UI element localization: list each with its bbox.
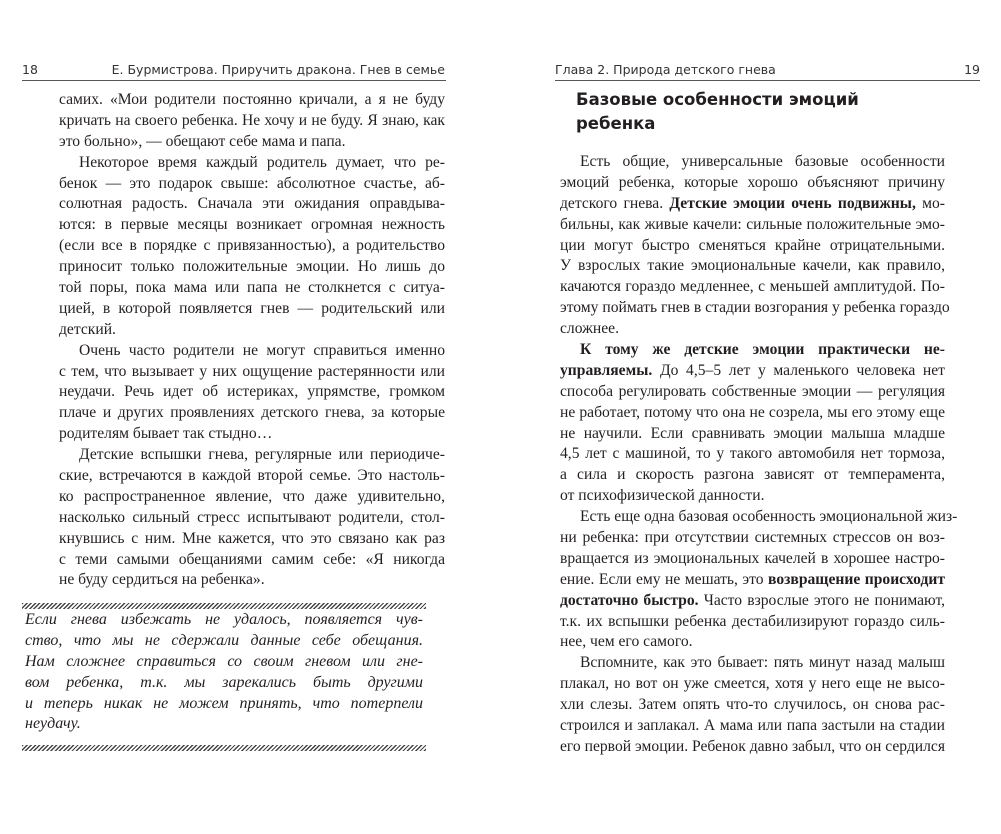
text-line [560, 570, 945, 591]
text-line [560, 194, 945, 215]
text-segment: детского гнева. [560, 194, 670, 212]
text-line: строился и заплакал. А мама или папа застыли на стадии [560, 717, 945, 735]
page-number: 18 [22, 62, 38, 77]
text-line: приносит только положительные эмоции. Но лишь до [59, 258, 445, 276]
text-line: от психофизической данности. [560, 487, 765, 505]
text-line: родителям бывает так стыдно… [59, 425, 273, 443]
text-line: т.к. их вспышки ребенка дестабилизируют гораздо силь- [560, 612, 945, 630]
text-line: Вспомните, как это бывает: пять минут назад малыш [580, 654, 945, 672]
text-line: Некоторое время каждый родитель думает, что ре- [79, 153, 445, 171]
text-line: ции могут быстро сменяться крайне отрицательными. [560, 236, 945, 254]
text-line: насколько сильный стресс испытывают родители, стол- [59, 508, 445, 526]
paragraph [25, 610, 423, 735]
text-line [560, 340, 945, 361]
text-line: Если гнева избежать не удалось, появляется чув- [25, 611, 423, 628]
text-line: 4,5 лет с машиной, то у такого автомобиля нет тормоза, [560, 445, 945, 463]
text-line: солютная радость. Сначала эти ожидания оправдыва- [59, 195, 445, 213]
text-line: бенок — это подарок свыше: абсолютное счастье, аб- [59, 174, 445, 192]
text-line: и теперь никак не можем принять, что потерпели [25, 694, 423, 712]
text-line: ни ребенка: при отсутствии системных стрессов он воз- [560, 529, 945, 547]
text-line: Есть еще одна базовая особенность эмоциональной жиз- [580, 508, 958, 526]
text-line: детский. [59, 320, 116, 338]
text-line: не буду сердиться на ребенка». [59, 571, 265, 589]
text-line: не работает, потому что она не созрела, мы его этому еще [560, 403, 945, 421]
text-line: самих. «Мои родители постоянно кричали, а я не буду [59, 91, 445, 108]
callout-text [25, 610, 423, 735]
text-line [560, 361, 945, 382]
text-line: бильны, как живые качели: сильные положительные эмо- [560, 215, 945, 233]
text-line: кричать на своего ребенка. Не хочу и не буду. Я знаю, как [59, 111, 445, 129]
text-line: с тем, что вызывает у них ощущение растерянности или [59, 362, 445, 380]
text-line: ские, встречаются в каждой второй семье. Это настоль- [59, 467, 445, 485]
body-text [59, 90, 445, 591]
text-line: его первой эмоции. Ребенок давно забыл, что он сердился [560, 737, 945, 755]
text-line: это больно», — обещают себе мама и папа. [59, 132, 346, 150]
paragraph [59, 341, 445, 445]
callout-bottom-divider [22, 745, 426, 751]
callout-top-divider [22, 603, 426, 609]
header-rule [22, 80, 446, 81]
paragraph [560, 653, 945, 757]
text-line: с теми самыми обещаниями самим себе: «Я никогда [59, 550, 445, 568]
text-line: плаче и других проявлениях детского гнева, за которые [59, 404, 445, 422]
text-segment: ение. Если ему не мешать, это [560, 570, 769, 588]
text-line: этому поймать гнев в стадии возгорания у ребенка гораздо [560, 299, 950, 317]
header-rule [555, 80, 980, 81]
paragraph [560, 340, 945, 507]
text-segment: мо- [915, 194, 946, 212]
heading-line: ребенка [576, 114, 656, 133]
paragraph [59, 153, 445, 341]
bold-text: управляемы. [560, 361, 653, 379]
paragraph [560, 152, 950, 340]
body-text [560, 152, 958, 758]
text-line: цией, в которой появляется гнев — родительский или [59, 299, 445, 317]
text-line [560, 591, 945, 612]
text-line: вращается из эмоциональных качелей в хорошее настро- [560, 549, 945, 567]
text-line: а сила и скорость разгона зависят от темперамента, [560, 466, 945, 484]
text-line: ются: в первые месяцы возникает огромная нежность [59, 216, 445, 234]
bold-text: К тому же детские эмоции практически не- [580, 341, 945, 359]
text-line: не научили. Если сравнивать эмоции малыша младше [560, 424, 945, 442]
running-header: Глава 2. Природа детского гнева [555, 62, 776, 77]
page-number: 19 [964, 62, 980, 77]
text-line: той поры, пока мама или папа не столкнется с ситуа- [59, 279, 445, 297]
text-line: Есть общие, универсальные базовые особенности [580, 153, 945, 170]
text-line: вом ребенка, т.к. мы зарекались быть другими [25, 673, 423, 691]
text-line: Нам сложнее справиться со своим гневом или гне- [25, 652, 423, 670]
running-header: Е. Бурмистрова. Приручить дракона. Гнев в семье [111, 62, 445, 77]
text-line: (если все в порядке с привязанностью), а родительство [59, 237, 445, 255]
paragraph [560, 507, 958, 653]
text-line: эмоций ребенка, которые хорошо объясняют причину [560, 173, 945, 191]
text-line: Детские вспышки гнева, регулярные или периодиче- [79, 446, 445, 464]
text-line: ко распространенное явление, что даже удивительно, [59, 487, 445, 505]
text-line: качаются гораздо медленнее, с меньшей амплитудой. По- [560, 278, 945, 296]
text-line: способа регулировать собственные эмоции — регуляция [560, 382, 945, 400]
text-line: Очень часто родители не могут справиться именно [79, 341, 445, 359]
bold-text: возвращение происходит [768, 570, 945, 588]
paragraph [59, 90, 445, 153]
text-line: сложнее. [560, 320, 619, 338]
heading-line: Базовые особенности эмоций [576, 90, 859, 109]
text-line: неудачу. [25, 715, 81, 733]
text-line: нее, чем его самого. [560, 633, 693, 651]
paragraph [59, 445, 445, 591]
text-segment: Часто взрослые этого не понимают, [698, 591, 945, 609]
text-line: плакал, но вот он уже смеется, хотя у него еще не высо- [560, 675, 945, 693]
text-line: неудачи. Речь идет об истериках, упрямстве, громком [59, 383, 445, 401]
text-line: У взрослых такие эмоциональные качели, как правило, [560, 257, 945, 275]
text-line: ство, что мы не сдержали данные себе обещания. [25, 631, 423, 649]
bold-text: Детские эмоции очень подвижны, [669, 194, 916, 212]
bold-text: достаточно быстро. [560, 591, 699, 609]
text-line: кнувшись с ним. Мне кажется, что это связано как раз [59, 529, 445, 547]
section-heading [576, 88, 859, 136]
text-segment: До 4,5–5 лет у маленького человека нет [652, 361, 945, 379]
text-line: хли слезы. Затем опять что-то случилось, он снова рас- [560, 696, 945, 714]
